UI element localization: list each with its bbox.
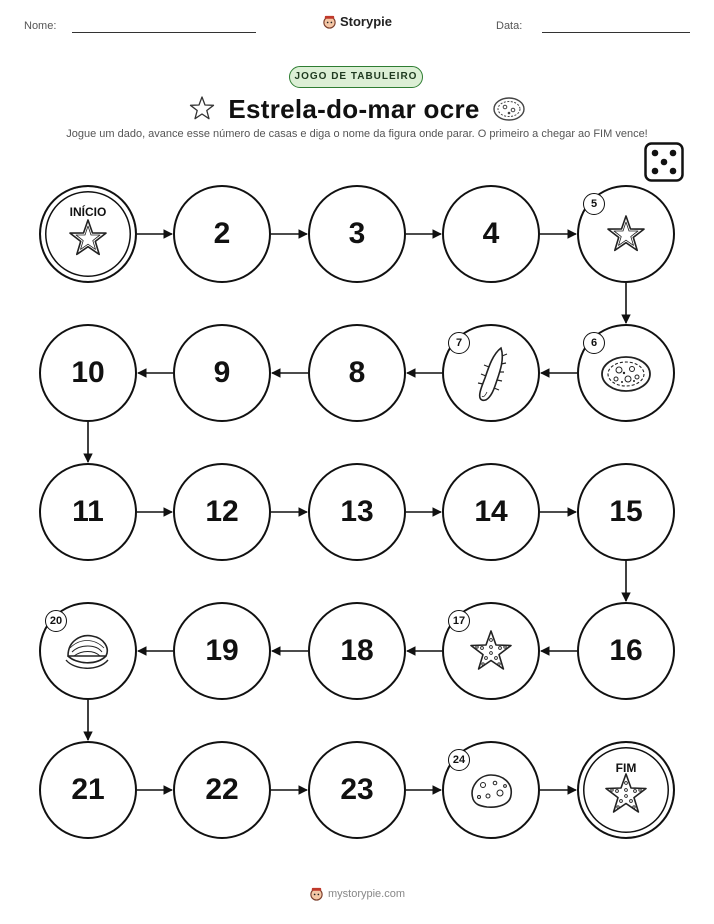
space-number: 21 xyxy=(71,773,105,806)
space-number: 12 xyxy=(205,495,239,528)
board-space-6 xyxy=(577,324,675,422)
space-number: 8 xyxy=(348,356,366,389)
space-number-badge: 24 xyxy=(448,749,470,771)
board-space-10 xyxy=(39,324,137,422)
space-number: 9 xyxy=(213,356,231,389)
board-space-20 xyxy=(39,602,137,700)
finish-label: FIM xyxy=(615,761,637,775)
space-number: 13 xyxy=(340,495,374,528)
space-number: 11 xyxy=(72,495,104,528)
board-space-início xyxy=(39,185,137,283)
instructions: Jogue um dado, avance esse número de casas e diga o nome da figura onde parar. O primeiro a chegar ao FIM vence! xyxy=(66,128,648,140)
board-space-22 xyxy=(173,741,271,839)
board-space-11 xyxy=(39,463,137,561)
board-space-21 xyxy=(39,741,137,839)
board-space-19 xyxy=(173,602,271,700)
board-space-5 xyxy=(577,185,675,283)
board-space-7 xyxy=(442,324,540,422)
starfish-outline-icon xyxy=(602,211,650,264)
space-number-badge: 6 xyxy=(583,332,605,354)
board-space-2 xyxy=(173,185,271,283)
board-space-12 xyxy=(173,463,271,561)
space-number: 23 xyxy=(340,773,374,806)
space-number: 19 xyxy=(205,634,239,667)
space-number: 2 xyxy=(213,217,231,250)
page-title: Estrela-do-mar ocre xyxy=(228,93,480,124)
board-space-fim xyxy=(577,741,675,839)
space-number: 22 xyxy=(205,773,239,806)
space-number: 16 xyxy=(609,634,643,667)
board-space-17 xyxy=(442,602,540,700)
start-label: INÍCIO xyxy=(69,205,107,219)
space-number: 15 xyxy=(609,495,643,528)
footer-url[interactable]: mystorypie.com xyxy=(327,888,406,900)
spotted-starfish-icon xyxy=(465,626,517,683)
name-label: Nome: xyxy=(24,20,57,32)
board-space-3 xyxy=(308,185,406,283)
space-number-badge: 17 xyxy=(448,610,470,632)
space-number: 18 xyxy=(340,634,374,667)
board-space-15 xyxy=(577,463,675,561)
space-number: 10 xyxy=(71,356,105,389)
space-number-badge: 7 xyxy=(448,332,470,354)
board-space-18 xyxy=(308,602,406,700)
space-number-badge: 20 xyxy=(45,610,67,632)
footer xyxy=(0,886,714,901)
space-number: 4 xyxy=(482,217,500,250)
board-space-8 xyxy=(308,324,406,422)
sea-cucumber-icon xyxy=(471,342,511,411)
board-space-23 xyxy=(308,741,406,839)
space-number: 3 xyxy=(348,217,366,250)
space-number-badge: 5 xyxy=(583,193,605,215)
board-space-9 xyxy=(173,324,271,422)
game-type-badge: JOGO DE TABULEIRO xyxy=(289,66,423,88)
board-space-16 xyxy=(577,602,675,700)
board-space-24 xyxy=(442,741,540,839)
board-space-13 xyxy=(308,463,406,561)
starfish-outline-icon xyxy=(64,215,112,268)
board-space-4 xyxy=(442,185,540,283)
rock-icon xyxy=(466,770,516,817)
storypie-logo-icon xyxy=(309,886,324,901)
date-label: Data: xyxy=(496,20,523,32)
spotted-starfish-icon xyxy=(600,769,652,826)
brand-name: Storypie xyxy=(339,14,392,29)
board-space-14 xyxy=(442,463,540,561)
clam-icon xyxy=(63,630,113,679)
space-number: 14 xyxy=(474,495,508,528)
pizza-icon xyxy=(598,352,654,401)
